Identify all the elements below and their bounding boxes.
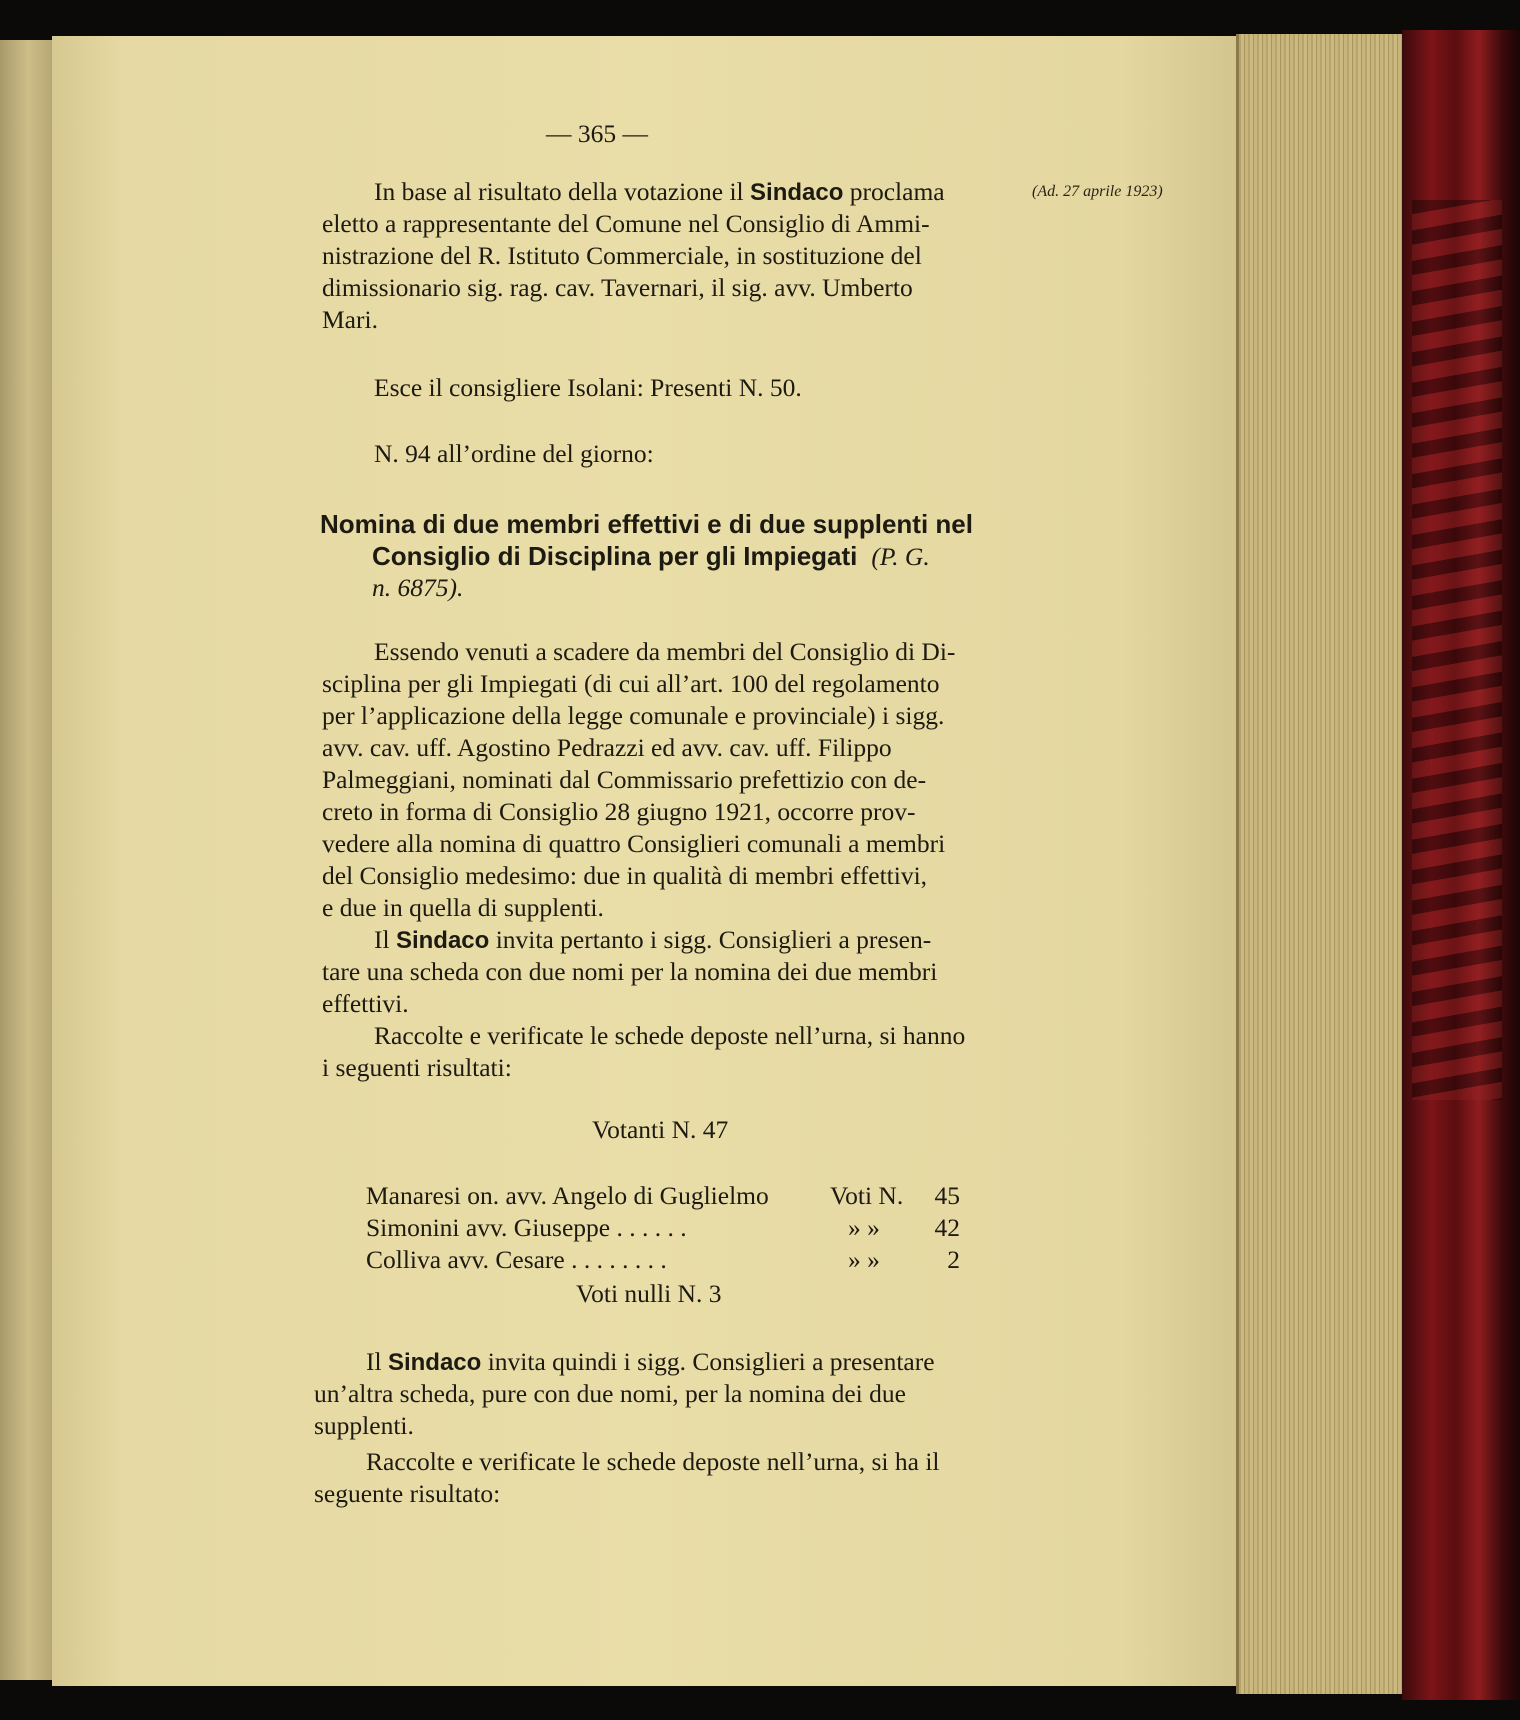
p7-text: invita quindi i sigg. Consiglieri a presentare bbox=[481, 1347, 935, 1376]
p1-line4: dimissionario sig. rag. cav. Tavernari, il sig. avv. Umberto bbox=[322, 273, 913, 302]
voti-nulli: Voti nulli N. 3 bbox=[576, 1279, 722, 1308]
p6-line1: Raccolte e verificate le schede deposte nell’urna, si hanno bbox=[374, 1021, 966, 1050]
vote-row bbox=[366, 1180, 960, 1212]
vote-name: Manaresi on. avv. Angelo di Guglielmo bbox=[366, 1181, 769, 1210]
p5-line1 bbox=[374, 924, 931, 957]
p1-line1 bbox=[374, 176, 945, 209]
votanti: Votanti N. 47 bbox=[592, 1115, 729, 1144]
sindaco-bold: Sindaco bbox=[387, 1349, 482, 1376]
sindaco-bold: Sindaco bbox=[750, 179, 844, 206]
heading-line1: Nomina di due membri effettivi e di due supplenti nel bbox=[320, 509, 973, 539]
p8-line1: Raccolte e verificate le schede deposte nell’urna, si ha il bbox=[366, 1447, 940, 1476]
margin-note: (Ad. 27 aprile 1923) bbox=[1032, 183, 1163, 200]
p5-text: Il bbox=[374, 925, 396, 954]
p7-line1 bbox=[366, 1346, 935, 1379]
p4-line4: avv. cav. uff. Agostino Pedrazzi ed avv. cav. uff. Filippo bbox=[322, 733, 892, 762]
p4-line3: per l’applicazione della legge comunale e provinciale) i sigg. bbox=[322, 701, 945, 730]
vote-label: » » bbox=[848, 1245, 880, 1274]
p1-text: In base al risultato della votazione il bbox=[374, 177, 751, 206]
p6-line2: i seguenti risultati: bbox=[322, 1053, 512, 1082]
heading-text: Consiglio di Disciplina per gli Impiegati bbox=[372, 541, 858, 571]
heading-ref: (P. G. bbox=[871, 542, 930, 571]
p4-line9: e due in quella di supplenti. bbox=[322, 893, 604, 922]
vote-value: 42 bbox=[934, 1213, 960, 1242]
p3-line: N. 94 all’ordine del giorno: bbox=[374, 439, 654, 468]
vote-value: 45 bbox=[934, 1181, 960, 1210]
p5-line3: effettivi. bbox=[322, 989, 409, 1018]
p4-line5: Palmeggiani, nominati dal Commissario prefettizio con de- bbox=[322, 765, 927, 794]
p7-line3: supplenti. bbox=[314, 1411, 414, 1440]
vote-label: » » bbox=[848, 1213, 880, 1242]
p4-line8: del Consiglio medesimo: due in qualità di membri effettivi, bbox=[322, 861, 928, 890]
p1-line3: nistrazione del R. Istituto Commerciale, in sostituzione del bbox=[322, 241, 922, 270]
vote-label: Voti N. bbox=[830, 1181, 904, 1210]
heading-line3: n. 6875). bbox=[372, 573, 464, 602]
p5-text: invita pertanto i sigg. Consiglieri a presen- bbox=[489, 925, 932, 954]
heading-line2 bbox=[372, 540, 930, 573]
p7-text: Il bbox=[366, 1347, 388, 1376]
vote-value: 2 bbox=[947, 1245, 960, 1274]
p4-line1: Essendo venuti a scadere da membri del Consiglio di Di- bbox=[374, 637, 956, 666]
p4-line6: creto in forma di Consiglio 28 giugno 1921, occorre prov- bbox=[322, 797, 916, 826]
vote-name: Simonini avv. Giuseppe . . . . . . bbox=[366, 1213, 687, 1242]
p1-text: proclama bbox=[843, 177, 945, 206]
sindaco-bold: Sindaco bbox=[395, 927, 490, 954]
p2-line: Esce il consigliere Isolani: Presenti N. 50. bbox=[374, 373, 802, 402]
p1-line2: eletto a rappresentante del Comune nel Consiglio di Ammi- bbox=[322, 209, 930, 238]
vote-row bbox=[366, 1244, 960, 1276]
p4-line7: vedere alla nomina di quattro Consiglieri comunali a membri bbox=[322, 829, 946, 858]
p8-line2: seguente risultato: bbox=[314, 1479, 501, 1508]
p7-line2: un’altra scheda, pure con due nomi, per la nomina dei due bbox=[314, 1379, 906, 1408]
page-number: — 365 — bbox=[546, 119, 648, 148]
p1-line5: Mari. bbox=[322, 305, 378, 334]
vote-row bbox=[366, 1212, 960, 1244]
vote-name: Colliva avv. Cesare . . . . . . . . bbox=[366, 1245, 667, 1274]
p5-line2: tare una scheda con due nomi per la nomina dei due membri bbox=[322, 957, 938, 986]
p4-line2: sciplina per gli Impiegati (di cui all’art. 100 del regolamento bbox=[322, 669, 940, 698]
